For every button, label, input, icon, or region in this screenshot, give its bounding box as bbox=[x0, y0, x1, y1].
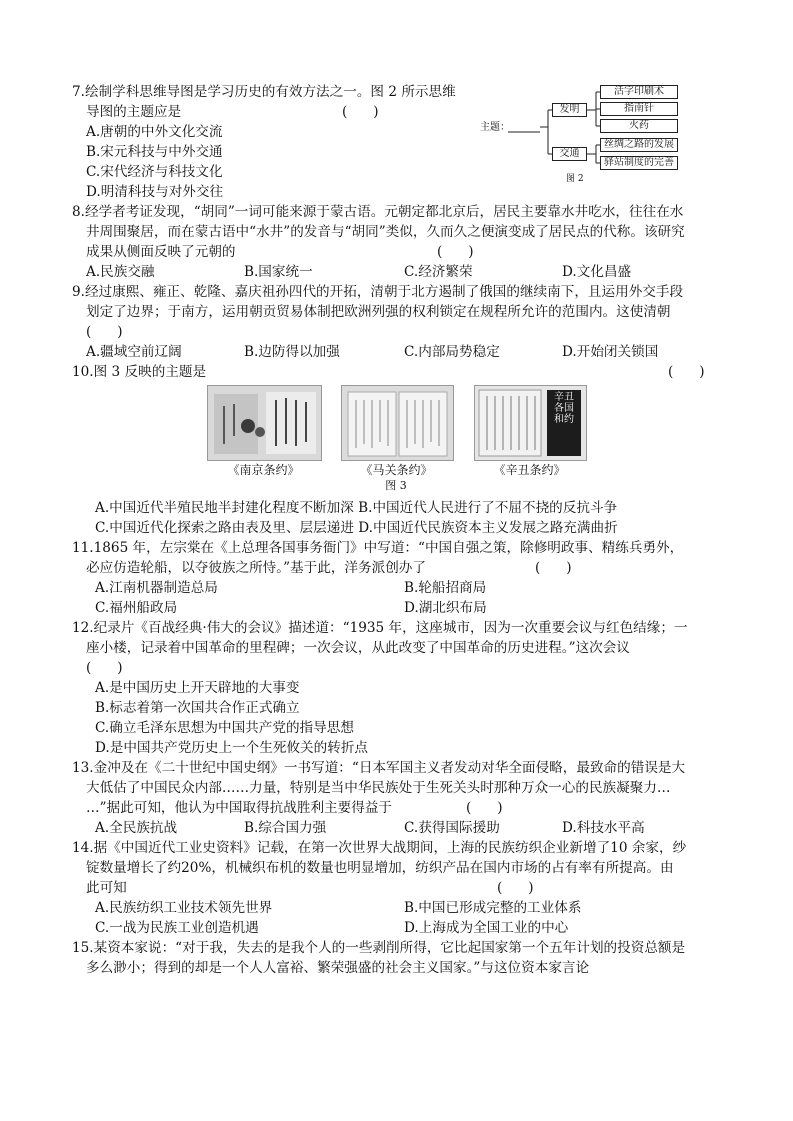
answer-paren: ( ) bbox=[497, 880, 534, 896]
q13-option-b: B.综合国力强 bbox=[244, 820, 327, 836]
q14-stem: 此可知 bbox=[86, 880, 127, 896]
q8-option-d: D.文化昌盛 bbox=[562, 264, 632, 280]
q11-option-d: D.湖北织布局 bbox=[404, 600, 487, 616]
q11-stem: 11.1865 年，左宗棠在《上总理各国事务衙门》中写道：“中国自强之策，除修明政事、精练兵勇外， bbox=[72, 540, 684, 556]
figure-caption: 图 3 bbox=[385, 479, 407, 492]
nanjing-treaty-photo bbox=[207, 385, 322, 461]
mind-map-leaf: 活字印刷术 bbox=[600, 85, 678, 99]
answer-paren: ( ) bbox=[86, 660, 123, 676]
q8-option-a: A.民族交融 bbox=[86, 264, 155, 280]
photo-caption: 《辛丑条约》 bbox=[493, 463, 566, 477]
q14-option-d: D.上海成为全国工业的中心 bbox=[404, 920, 569, 936]
q15-stem: 15.某资本家说：“对于我，失去的是我个人的一些剥削所得，它比起国家第一个五年计划的投资总额是 bbox=[72, 940, 686, 956]
q15-stem: 多么渺小；得到的却是一个人人富裕、繁荣强盛的社会主义国家。”与这位资本家言论 bbox=[86, 960, 590, 976]
q7-option-b: B.宋元科技与中外交通 bbox=[86, 144, 223, 160]
q11-option-c: C.福州船政局 bbox=[95, 600, 178, 616]
q11-option-a: A.江南机器制造总局 bbox=[95, 580, 218, 596]
mind-map-leaf: 驿站制度的完善 bbox=[600, 156, 678, 170]
q12-option-d: D.是中国共产党历史上一个生死攸关的转折点 bbox=[95, 740, 369, 756]
q13-stem: 13.金冲及在《二十世纪中国史纲》一书写道：“日本军国主义者发动对华全面侵略，最致命的错误是大 bbox=[72, 760, 686, 776]
q7-option-c: C.宋代经济与科技文化 bbox=[86, 164, 223, 180]
photo-caption: 《南京条约》 bbox=[227, 463, 300, 477]
mind-map-leaf: 火药 bbox=[600, 119, 678, 133]
q14-option-a: A.民族纺织工业技术领先世界 bbox=[95, 900, 273, 916]
q9-option-d: D.开始闭关锁国 bbox=[562, 344, 659, 360]
answer-paren: ( ) bbox=[668, 364, 705, 380]
q10-options-cd: C.中国近代化探索之路由表及里、层层递进 D.中国近代民族资本主义发展之路充满曲折 bbox=[95, 520, 618, 536]
q12-option-a: A.是中国历史上开天辟地的大事变 bbox=[95, 680, 300, 696]
q12-stem: 座小楼，记录着中国革命的里程碑；一次会议，从此改变了中国革命的历史进程。”这次会议 bbox=[86, 640, 630, 656]
figure-caption: 图 2 bbox=[566, 174, 584, 184]
q12-option-b: B.标志着第一次国共合作正式确立 bbox=[95, 700, 300, 716]
q8-option-c: C.经济繁荣 bbox=[404, 264, 473, 280]
q14-stem: 14.据《中国近代工业史资料》记载，在第一次世界大战期间，上海的民族纺织企业新增了10 余家，纱 bbox=[72, 840, 687, 856]
answer-paren: ( ) bbox=[437, 244, 474, 260]
mind-map-leaf: 指南针 bbox=[600, 102, 678, 116]
q8-stem: 成果从侧面反映了元朝的 bbox=[86, 244, 236, 260]
mind-map-leaf: 丝绸之路的发展 bbox=[600, 138, 678, 152]
q13-stem: 大低估了中国民众内部……力量，特别是当中华民族处于生死关头时那种万众一心的民族凝聚力… bbox=[86, 780, 671, 796]
q10-stem: 10.图 3 反映的主题是 bbox=[72, 364, 207, 380]
q14-option-c: C.一战为民族工业创造机遇 bbox=[95, 920, 259, 936]
q11-stem: 必应仿造轮船，以夺彼族之所恃。”基于此，洋务派创办了 bbox=[86, 560, 426, 576]
nanjing-treaty-image bbox=[208, 386, 321, 460]
q11-option-b: B.轮船招商局 bbox=[404, 580, 487, 596]
mind-map-branch-traffic: 交通 bbox=[552, 147, 587, 161]
q7-stem: 导图的主题应是 bbox=[86, 104, 182, 120]
q13-option-a: A.全民族抗战 bbox=[95, 820, 178, 836]
answer-paren: ( ) bbox=[535, 560, 572, 576]
q9-option-a: A.疆域空前辽阔 bbox=[86, 344, 182, 360]
maguan-treaty-image bbox=[342, 386, 453, 460]
mind-map-figure-2 bbox=[478, 82, 688, 186]
q7-option-d: D.明清科技与对外交往 bbox=[86, 184, 224, 200]
q12-option-c: C.确立毛泽东思想为中国共产党的指导思想 bbox=[95, 720, 354, 736]
xinchou-title-text: 辛丑各国和约 bbox=[554, 392, 574, 425]
xinchou-treaty-photo bbox=[474, 385, 587, 461]
q12-stem: 12.纪录片《百战经典·伟大的会议》描述道：“1935 年，这座城市，因为一次重要会议与红色结缘；一 bbox=[72, 620, 688, 636]
mind-map-theme-label: 主题： bbox=[480, 122, 510, 133]
q9-option-c: C.内部局势稳定 bbox=[404, 344, 500, 360]
q8-stem: 井周围聚居，而在蒙古语中“水井”的发音与“胡同”类似，久而久之便演变成了居民点的代称。该研究 bbox=[86, 224, 685, 240]
q8-option-b: B.国家统一 bbox=[244, 264, 313, 280]
q9-stem: 划定了边界；于南方，运用朝贡贸易体制把欧洲列强的权利锁定在规程所允许的范围内。这使清朝 bbox=[86, 304, 671, 320]
photo-caption: 《马关条约》 bbox=[360, 463, 433, 477]
answer-paren: ( ) bbox=[86, 324, 123, 340]
mind-map-branch-invention: 发明 bbox=[552, 103, 587, 117]
q9-stem: 9.经过康熙、雍正、乾隆、嘉庆祖孙四代的开拓，清朝于北方遏制了俄国的继续南下，且运用外交手段 bbox=[72, 284, 684, 300]
q8-stem: 8.经学者考证发现，“胡同”一词可能来源于蒙古语。元朝定都北京后，居民主要靠水井吃水，往往在水 bbox=[72, 204, 684, 220]
answer-paren: ( ) bbox=[466, 800, 503, 816]
q7-stem: 7.绘制学科思维导图是学习历史的有效方法之一。图 2 所示思维 bbox=[72, 84, 456, 100]
q14-stem: 锭数量增长了约20%，机械织布机的数量也明显增加，纺织产品在国内市场的占有率有所提高。由 bbox=[86, 860, 674, 876]
q10-options-ab: A.中国近代半殖民地半封建化程度不断加深 B.中国近代人民进行了不屈不挠的反抗斗争 bbox=[95, 500, 618, 516]
q14-option-b: B.中国已形成完整的工业体系 bbox=[404, 900, 582, 916]
q9-option-b: B.边防得以加强 bbox=[244, 344, 340, 360]
q13-option-c: C.获得国际援助 bbox=[404, 820, 500, 836]
q13-stem: …”据此可知，他认为中国取得抗战胜利主要得益于 bbox=[86, 800, 393, 816]
q13-option-d: D.科技水平高 bbox=[562, 820, 645, 836]
answer-paren: ( ) bbox=[342, 104, 379, 120]
maguan-treaty-photo bbox=[341, 385, 454, 461]
q7-option-a: A.唐朝的中外文化交流 bbox=[86, 124, 223, 140]
